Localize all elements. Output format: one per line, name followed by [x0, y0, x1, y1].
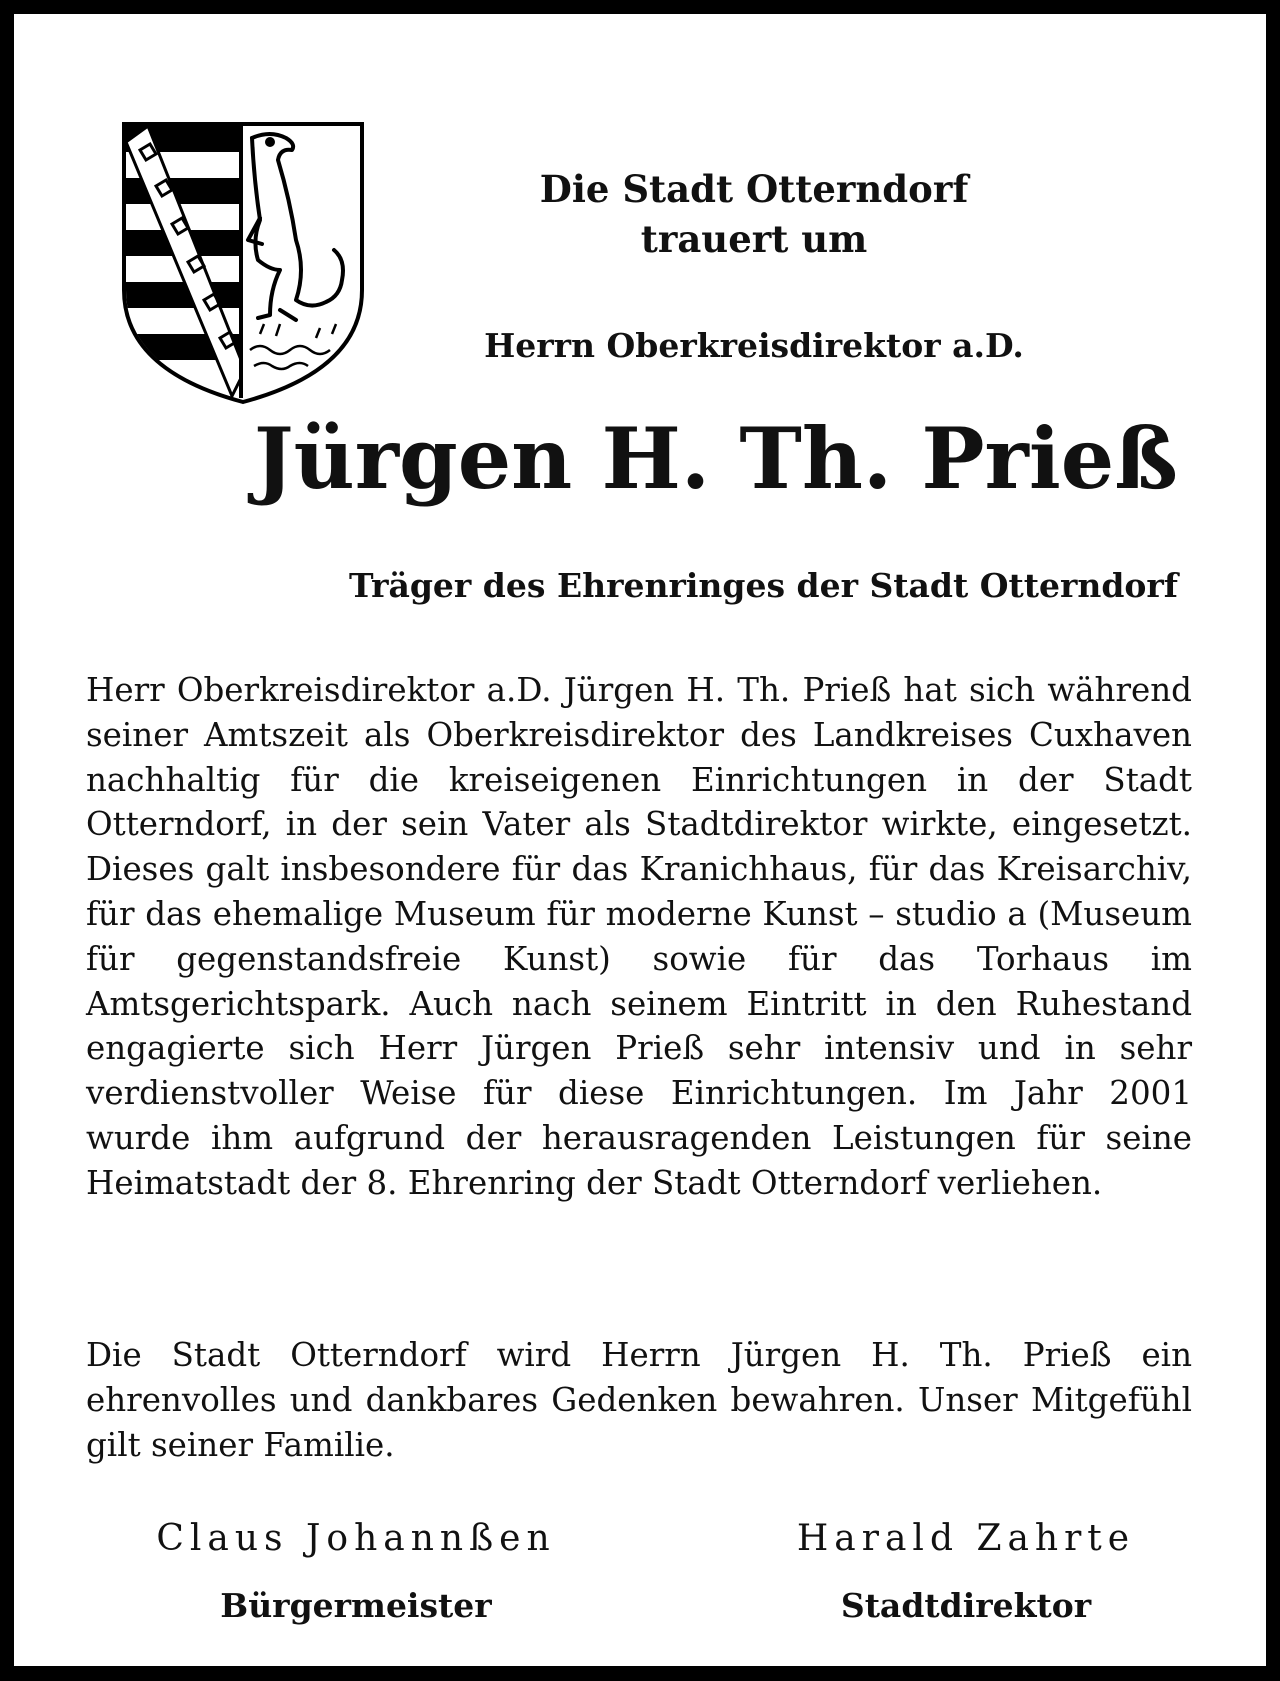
signature-name-director: Harald Zahrte: [796, 1518, 1136, 1559]
honorific: Herrn Oberkreisdirektor a.D.: [484, 326, 1024, 365]
body-paragraph-2: Die Stadt Otterndorf wird Herrn Jürgen H. Th. Prieß ein ehrenvolles und dankbares Gedenken bewahren. Unser Mitgefühl gilt seiner Familie.: [86, 1336, 1192, 1464]
deceased-name: Jürgen H. Th. Prieß: [253, 409, 1178, 508]
deceased-distinction: Träger des Ehrenringes der Stadt Otterndorf: [348, 566, 1178, 605]
body-paragraph-1: Herr Oberkreisdirektor a.D. Jürgen H. Th. Prieß hat sich während seiner Amtszeit als Oberkreisdirektor des Landkreises Cuxhaven nachhaltig für die kreiseigenen Einrichtungen in der Stadt Otterndorf, in der sein Vater als Stadtdirektor wirkte, eingesetzt. Dieses galt insbesondere für das Kranichhaus, für das Kreisarchiv, für das ehemalige Museum für moderne Kunst – studio a (Museum für gegenstandsfreie Kunst) sowie für das Torhaus im Amtsgerichtspark. Auch nach seinem Eintritt in den Ruhestand engagierte sich Herr Jürgen Prieß sehr intensiv und in sehr verdienstvoller Weise für diese Einrichtungen. Im Jahr 2001 wurde ihm aufgrund der herausragenden Leistungen für seine Heimatstadt der 8. Ehrenring der Stadt Otterndorf verliehen.: [86, 671, 1192, 1202]
obituary-notice: [14, 14, 1266, 1666]
signature-title-mayor: Bürgermeister: [220, 1586, 492, 1625]
header-line-2: trauert um: [640, 217, 868, 261]
signature-name-mayor: Claus Johannßen: [156, 1518, 556, 1559]
coat-of-arms-icon: [120, 120, 366, 406]
header-line-1: Die Stadt Otterndorf: [539, 167, 969, 211]
signature-title-director: Stadtdirektor: [840, 1586, 1092, 1625]
